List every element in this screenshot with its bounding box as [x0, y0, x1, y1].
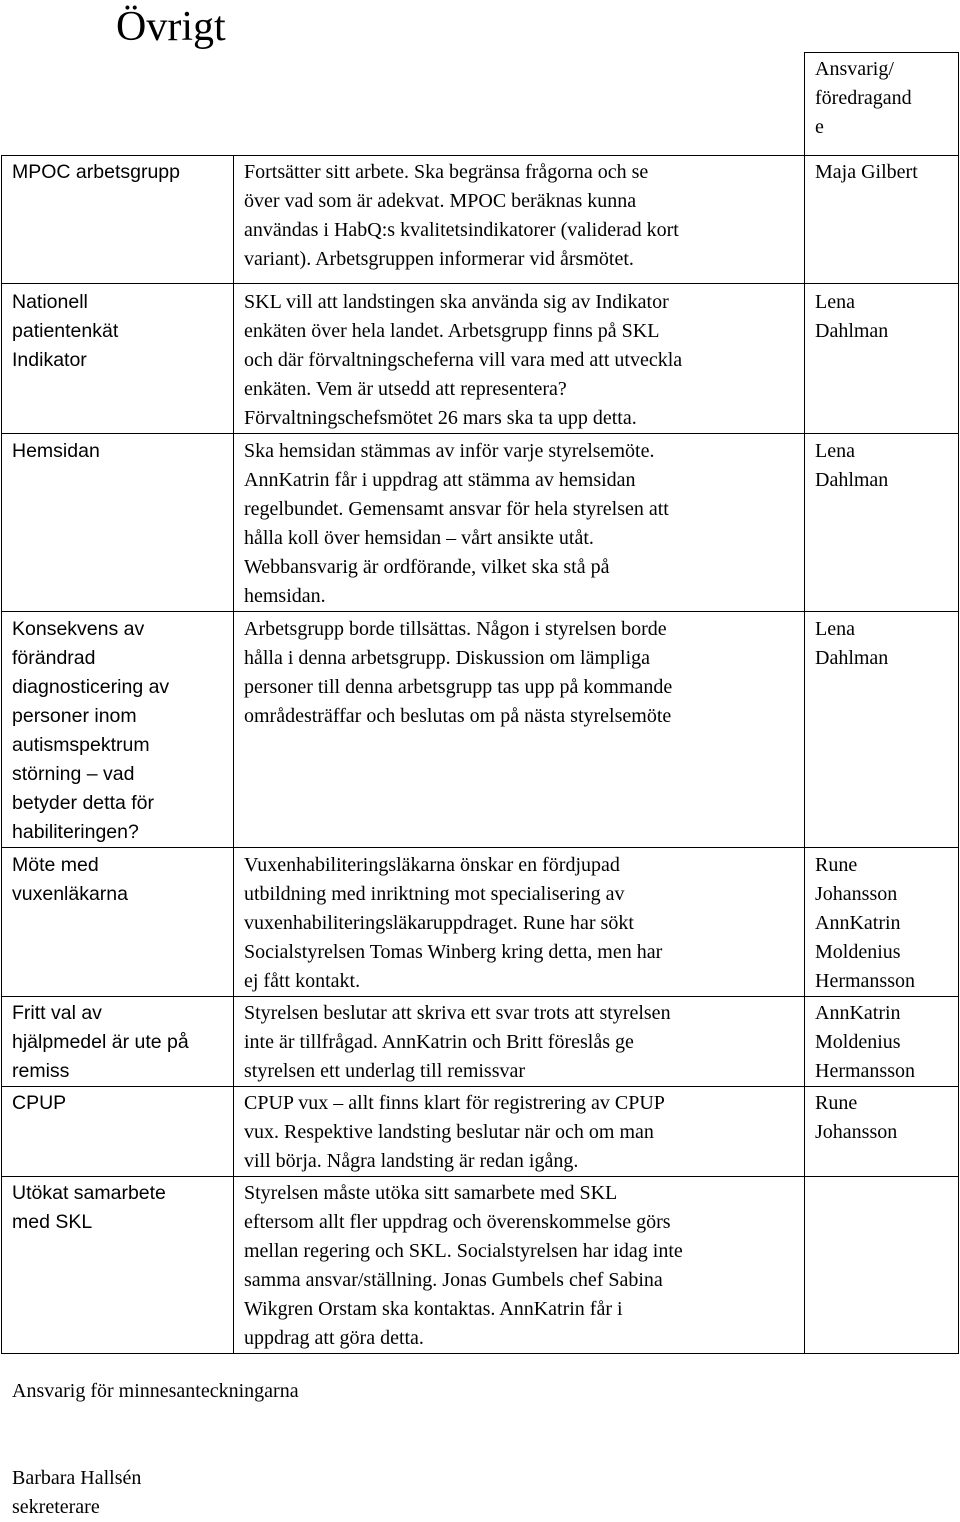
responsible-cell: [805, 1177, 959, 1354]
topic-cell: [2, 1177, 234, 1354]
header-responsible-cell: [805, 53, 959, 156]
topic-cell: [2, 434, 234, 612]
notes-text: vux. Respektive landsting beslutar när och om man: [244, 1121, 654, 1143]
table-row: [2, 612, 959, 848]
topic-text: Nationell: [12, 291, 88, 313]
responsible-cell: [805, 612, 959, 848]
responsible-text: Lena: [815, 618, 855, 640]
notes-text: vuxenhabiliteringsläkaruppdraget. Rune har sökt: [244, 912, 634, 934]
topic-text: patientenkät: [12, 320, 119, 342]
notes-cell: [234, 848, 805, 997]
topic-cell: [2, 997, 234, 1087]
notes-cell: [234, 1177, 805, 1354]
topic-text: personer inom: [12, 705, 137, 727]
responsible-text: Hermansson: [815, 970, 915, 992]
table-row: [2, 284, 959, 434]
notes-cell: [234, 284, 805, 434]
topic-text: hjälpmedel är ute på: [12, 1031, 189, 1053]
table-row: [2, 1087, 959, 1177]
topic-text: betyder detta för: [12, 792, 155, 814]
notes-text: över vad som är adekvat. MPOC beräknas kunna: [244, 190, 637, 212]
notes-text: Fortsätter sitt arbete. Ska begränsa frågorna och se: [244, 161, 649, 183]
notes-text: eftersom allt fler uppdrag och överenskommelse görs: [244, 1211, 671, 1233]
secretary-name: Barbara Hallsén: [12, 1467, 142, 1489]
notes-text: CPUP vux – allt finns klart för registrering av CPUP: [244, 1092, 665, 1114]
topic-text: Möte med: [12, 854, 99, 876]
topic-text: Utökat samarbete: [12, 1182, 166, 1204]
notes-cell: [234, 434, 805, 612]
notes-text: hemsidan.: [244, 585, 326, 607]
table-header-row: [2, 53, 959, 156]
notes-text: Styrelsen beslutar att skriva ett svar trots att styrelsen: [244, 1002, 671, 1024]
table-row: [2, 156, 959, 284]
topic-text: förändrad: [12, 647, 96, 669]
notes-text: mellan regering och SKL. Socialstyrelsen har idag inte: [244, 1240, 683, 1262]
topic-text: störning – vad: [12, 763, 135, 785]
header-responsible-label: föredragand: [815, 87, 912, 109]
notes-text: ej fått kontakt.: [244, 970, 361, 992]
responsible-cell: [805, 156, 959, 284]
notes-text: Arbetsgrupp borde tillsättas. Någon i styrelsen borde: [244, 618, 667, 640]
responsible-text: Moldenius: [815, 1031, 901, 1053]
notes-text: Webbansvarig är ordförande, vilket ska stå på: [244, 556, 610, 578]
notes-text: Wikgren Orstam ska kontaktas. AnnKatrin får i: [244, 1298, 623, 1320]
responsible-text: Moldenius: [815, 941, 901, 963]
responsible-cell: [805, 1087, 959, 1177]
notes-text: vill börja. Några landsting är redan igång.: [244, 1150, 579, 1172]
topic-text: Hemsidan: [12, 440, 100, 462]
topic-text: CPUP: [12, 1092, 67, 1114]
secretary-role: sekreterare: [12, 1496, 100, 1518]
notes-text: inte är tillfrågad. AnnKatrin och Britt föreslås ge: [244, 1031, 634, 1053]
minutes-table: [1, 52, 959, 1354]
notes-cell: [234, 156, 805, 284]
responsible-text: Hermansson: [815, 1060, 915, 1082]
notes-text: personer till denna arbetsgrupp tas upp på kommande: [244, 676, 673, 698]
responsible-text: Dahlman: [815, 469, 889, 491]
table-row: [2, 434, 959, 612]
responsible-text: Lena: [815, 440, 855, 462]
topic-text: MPOC arbetsgrupp: [12, 161, 180, 183]
topic-text: med SKL: [12, 1211, 93, 1233]
responsible-text: AnnKatrin: [815, 1002, 901, 1024]
responsible-cell: [805, 434, 959, 612]
responsible-cell: [805, 848, 959, 997]
notes-text: samma ansvar/ställning. Jonas Gumbels chef Sabina: [244, 1269, 663, 1291]
notes-text: användas i HabQ:s kvalitetsindikatorer (validerad kort: [244, 219, 679, 241]
notes-text: regelbundet. Gemensamt ansvar för hela styrelsen att: [244, 498, 669, 520]
notes-text: enkäten. Vem är utsedd att representera?: [244, 378, 567, 400]
page-title: Övrigt: [116, 4, 226, 50]
notes-text: Styrelsen måste utöka sitt samarbete med SKL: [244, 1182, 618, 1204]
topic-text: remiss: [12, 1060, 70, 1082]
notes-text: AnnKatrin får i uppdrag att stämma av hemsidan: [244, 469, 636, 491]
notes-cell: [234, 612, 805, 848]
header-notes-cell: [234, 53, 805, 156]
topic-text: Konsekvens av: [12, 618, 145, 640]
topic-text: autismspektrum: [12, 734, 150, 756]
topic-text: habiliteringen?: [12, 821, 139, 843]
notes-text: uppdrag att göra detta.: [244, 1327, 424, 1349]
responsible-cell: [805, 284, 959, 434]
responsible-text: Maja Gilbert: [815, 161, 918, 183]
responsible-cell: [805, 997, 959, 1087]
topic-cell: [2, 1087, 234, 1177]
header-responsible-label: Ansvarig/: [815, 58, 894, 80]
responsible-text: Dahlman: [815, 647, 889, 669]
notes-cell: [234, 1087, 805, 1177]
responsible-text: AnnKatrin: [815, 912, 901, 934]
topic-cell: [2, 284, 234, 434]
table-row: [2, 1177, 959, 1354]
topic-cell: [2, 848, 234, 997]
notes-text: Vuxenhabiliteringsläkarna önskar en fördjupad: [244, 854, 620, 876]
topic-text: diagnosticering av: [12, 676, 170, 698]
minutes-responsible-label: Ansvarig för minnesanteckningarna: [12, 1380, 299, 1402]
responsible-text: Johansson: [815, 883, 898, 905]
topic-cell: [2, 156, 234, 284]
topic-text: vuxenläkarna: [12, 883, 128, 905]
table-row: [2, 848, 959, 997]
topic-cell: [2, 612, 234, 848]
notes-text: Socialstyrelsen Tomas Winberg kring detta, men har: [244, 941, 663, 963]
notes-text: och där förvaltningscheferna vill vara med att utveckla: [244, 349, 683, 371]
responsible-text: Rune: [815, 854, 858, 876]
notes-text: utbildning med inriktning mot specialisering av: [244, 883, 625, 905]
header-topic-cell: [2, 53, 234, 156]
notes-text: områdesträffar och beslutas om på nästa styrelsemöte: [244, 705, 672, 727]
responsible-text: Johansson: [815, 1121, 898, 1143]
notes-text: Förvaltningschefsmötet 26 mars ska ta upp detta.: [244, 407, 637, 429]
topic-text: Indikator: [12, 349, 87, 371]
notes-text: enkäten över hela landet. Arbetsgrupp finns på SKL: [244, 320, 660, 342]
notes-text: styrelsen ett underlag till remissvar: [244, 1060, 526, 1082]
topic-text: Fritt val av: [12, 1002, 102, 1024]
responsible-text: Lena: [815, 291, 855, 313]
responsible-text: Rune: [815, 1092, 858, 1114]
notes-cell: [234, 997, 805, 1087]
notes-text: SKL vill att landstingen ska använda sig av Indikator: [244, 291, 669, 313]
notes-text: hålla koll över hemsidan – vårt ansikte utåt.: [244, 527, 594, 549]
notes-text: hålla i denna arbetsgrupp. Diskussion om lämpliga: [244, 647, 651, 669]
table-row: [2, 997, 959, 1087]
notes-text: variant). Arbetsgruppen informerar vid årsmötet.: [244, 248, 634, 270]
header-responsible-label: e: [815, 116, 824, 138]
notes-text: Ska hemsidan stämmas av inför varje styrelsemöte.: [244, 440, 655, 462]
responsible-text: Dahlman: [815, 320, 889, 342]
